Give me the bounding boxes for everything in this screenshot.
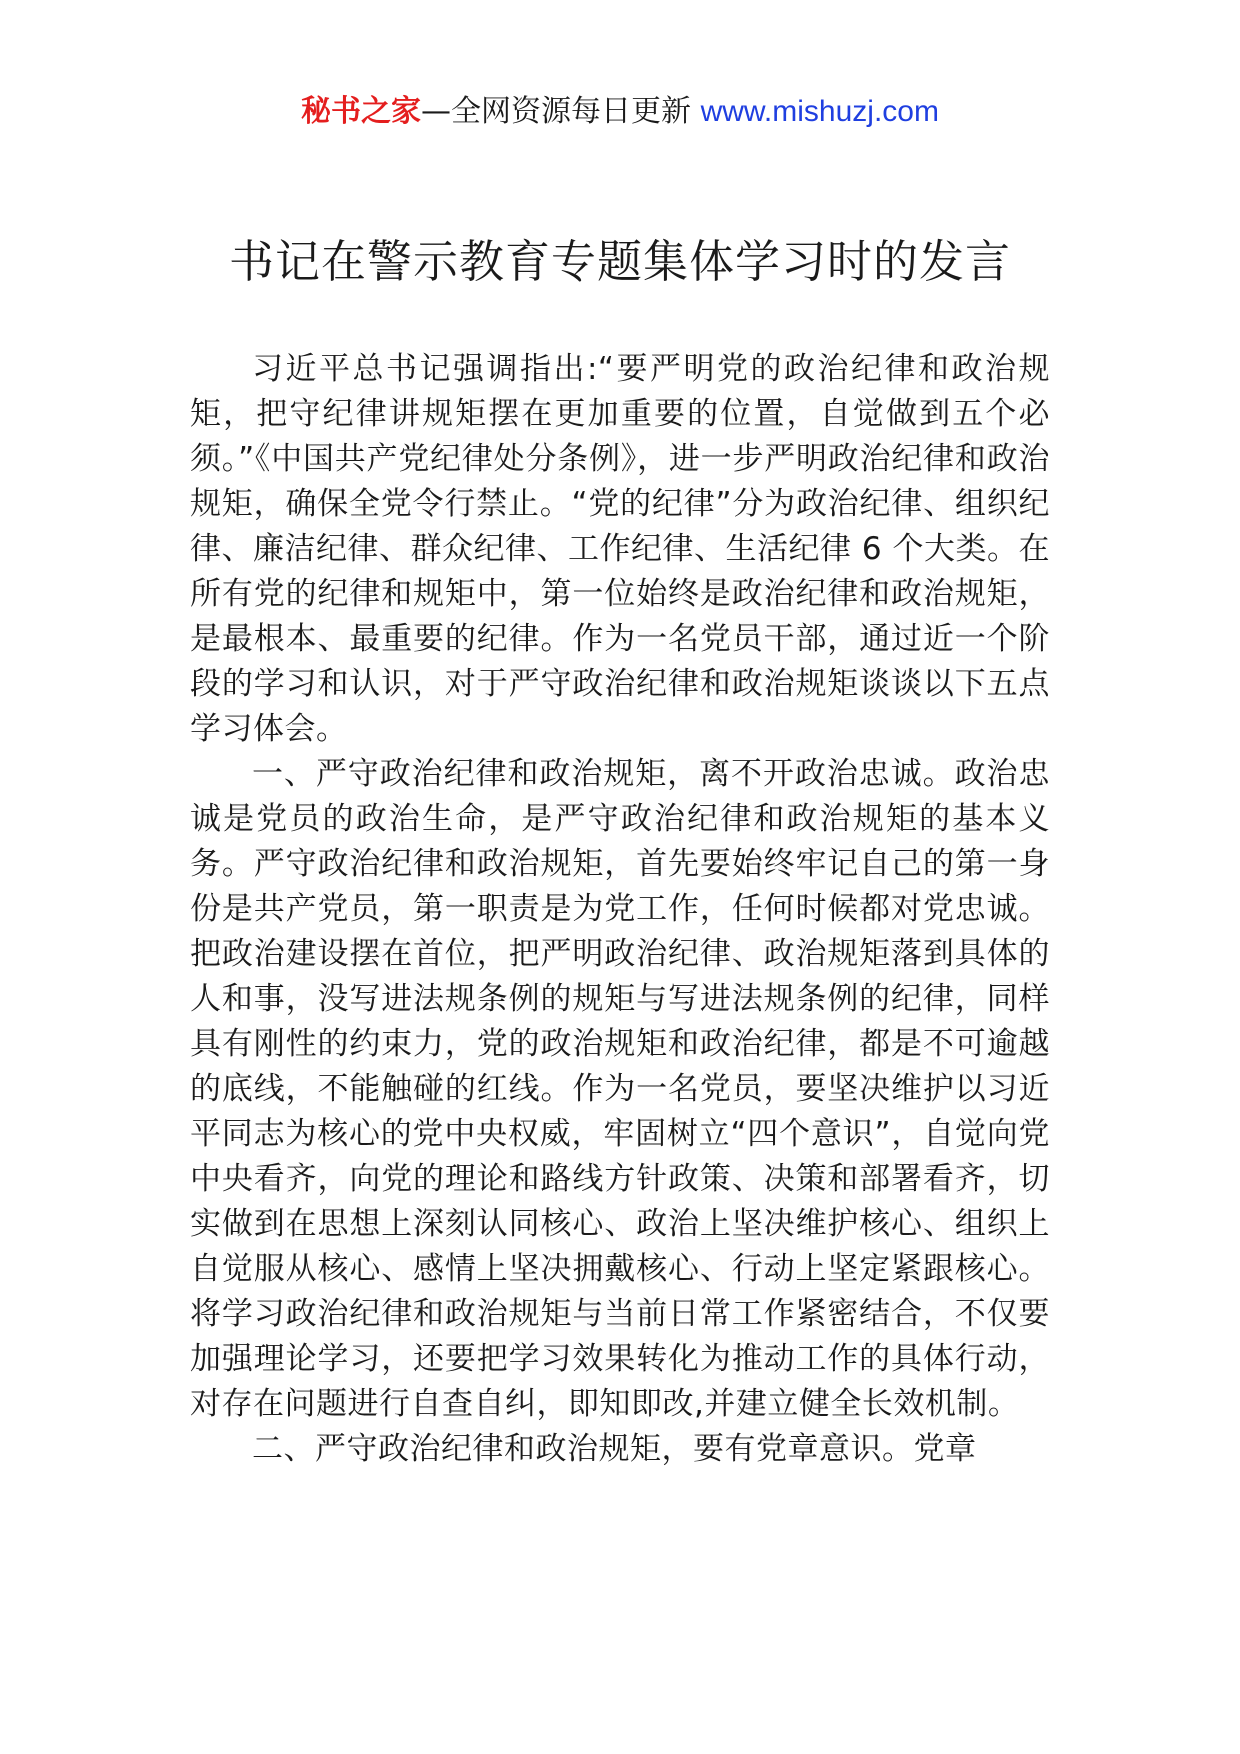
body-paragraph-point-one: 一、严守政治纪律和政治规矩，离不开政治忠诚。政治忠诚是党员的政治生命，是严守政治纪律和政治规矩的基本义务。严守政治纪律和政治规矩，首先要始终牢记自己的第一身份是共产党员，第一职责是为党工作，任何时候都对党忠诚。把政治建设摆在首位，把严明政治纪律、政治规矩落到具体的人和事，没写进法规条例的规矩与写进法规条例的纪律，同样具有刚性的约束力，党的政治规矩和政治纪律，都是不可逾越的底线，不能触碰的红线。作为一名党员，要坚决维护以习近平同志为核心的党中央权威，牢固树立“四个意识”，自觉向党中央看齐，向党的理论和路线方针政策、决策和部署看齐，切实做到在思想上深刻认同核心、政治上坚决维护核心、组织上自觉服从核心、感情上坚决拥戴核心、行动上坚定紧跟核心。将学习政治纪律和政治规矩与当前日常工作紧密结合，不仅要加强理论学习，还要把学习效果转化为推动工作的具体行动，对存在问题进行自查自纠，即知即改,并建立健全长效机制。 — [190, 756, 1050, 1422]
site-tagline: —全网资源每日更新 — [421, 94, 701, 129]
body-paragraph-intro: 习近平总书记强调指出:“要严明党的政治纪律和政治规矩，把守纪律讲规矩摆在更加重要的位置，自觉做到五个必须。”《中国共产党纪律处分条例》，进一步严明政治纪律和政治规矩，确保全党令行禁止。“党的纪律”分为政治纪律、组织纪律、廉洁纪律、群众纪律、工作纪律、生活纪律 6 个大类。在所有党的纪律和规矩中，第一位始终是政治纪律和政治规矩，是最根本、最重要的纪律。作为一名党员干部，通过近一个阶段的学习和认识，对于严守政治纪律和政治规矩谈谈以下五点学习体会。 — [190, 351, 1050, 747]
site-url-link[interactable]: www.mishuzj.com — [700, 95, 939, 128]
site-brand: 秘书之家 — [301, 94, 422, 129]
document-body — [190, 347, 1050, 1472]
document-title: 书记在警示教育专题集体学习时的发言 — [228, 235, 1011, 288]
body-paragraph-point-two: 二、严守政治纪律和政治规矩，要有党章意识。党章 — [252, 1431, 977, 1467]
site-header — [0, 92, 1240, 132]
